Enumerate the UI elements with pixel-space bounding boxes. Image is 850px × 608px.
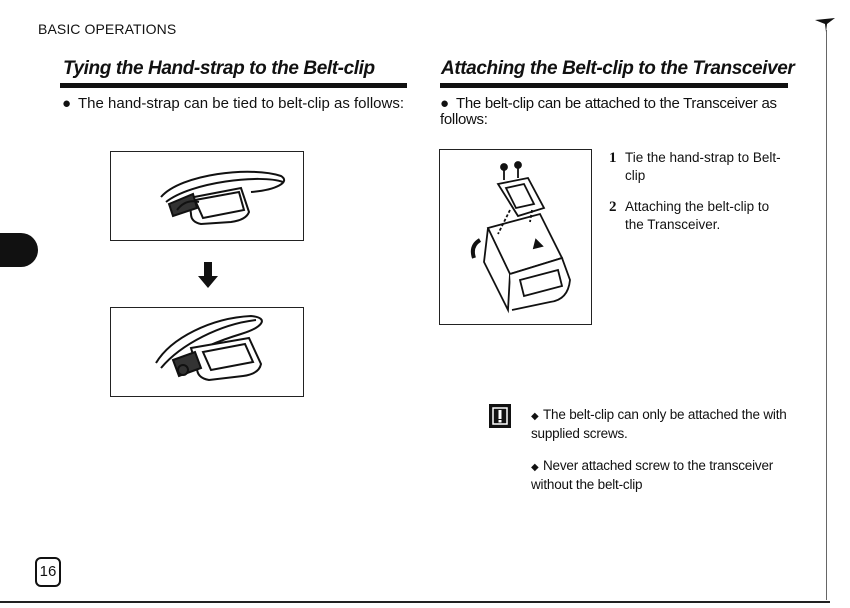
right-bullet [440, 96, 790, 128]
left-section-title: Tying the Hand-strap to the Belt-clip [63, 58, 375, 79]
step-1-text: Tie the hand-strap to Belt-clip [625, 150, 781, 183]
hand-strap-loose-illustration [110, 151, 304, 241]
diamond-bullet-icon: ◆ [531, 462, 539, 473]
left-bullet [62, 96, 410, 112]
transceiver-belt-clip-illustration [439, 149, 592, 325]
right-section-title: Attaching the Belt-clip to the Transceiver [441, 58, 795, 79]
step-1 [609, 149, 789, 185]
transceiver-drawing [440, 150, 591, 324]
step-2-number: 2 [609, 199, 617, 215]
right-bullet-text: The belt-clip can be attached to the Transceiver as follows: [440, 95, 777, 128]
bullet-dot: ● [62, 95, 72, 112]
right-title-rule [440, 83, 788, 88]
note-2-text: Never attached screw to the transceiver without the belt-clip [531, 458, 774, 492]
step-2 [609, 198, 789, 234]
corner-mark-icon [815, 18, 835, 32]
page-number: 16 [35, 557, 61, 587]
caution-icon [489, 404, 511, 428]
hand-strap-tied-drawing [111, 308, 303, 396]
note-1-text: The belt-clip can only be attached the with supplied screws. [531, 407, 787, 441]
step-1-number: 1 [609, 150, 617, 166]
note-1 [531, 406, 791, 442]
left-title-rule [60, 83, 407, 88]
section-header: BASIC OPERATIONS [38, 21, 177, 37]
diamond-bullet-icon: ◆ [531, 411, 539, 422]
bottom-rule [0, 601, 830, 603]
note-2 [531, 457, 791, 493]
chapter-tab-marker [0, 233, 38, 267]
down-arrow-icon [198, 262, 218, 288]
left-bullet-text: The hand-strap can be tied to belt-clip as follows: [78, 95, 405, 112]
hand-strap-tied-illustration [110, 307, 304, 397]
hand-strap-loose-drawing [111, 152, 303, 240]
bullet-dot: ● [440, 95, 449, 112]
step-2-text: Attaching the belt-clip to the Transceiver. [625, 199, 770, 232]
page-edge-line [826, 30, 827, 600]
